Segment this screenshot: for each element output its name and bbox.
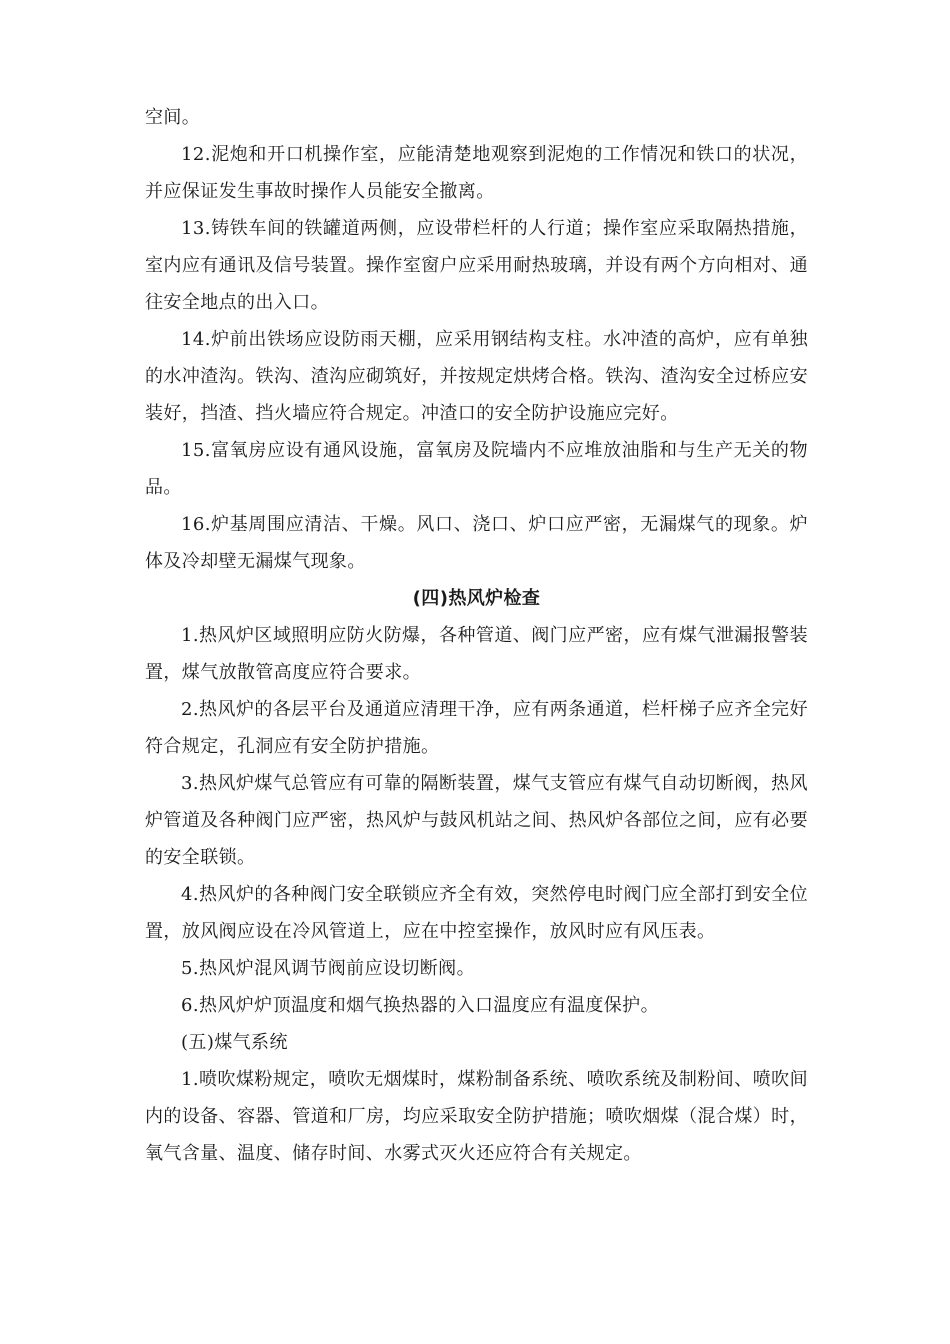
paragraph: 15.富氧房应设有通风设施，富氧房及院墙内不应堆放油脂和与生产无关的物品。: [145, 440, 808, 498]
paragraph: 5.热风炉混风调节阀前应设切断阀。: [181, 958, 475, 979]
paragraph: 4.热风炉的各种阀门安全联锁应齐全有效，突然停电时阀门应全部打到安全位置，放风阀应设在冷风管道上，应在中控室操作，放风时应有风压表。: [145, 884, 808, 942]
subsection-heading: (五)煤气系统: [181, 1032, 288, 1053]
paragraph: 12.泥炮和开口机操作室，应能清楚地观察到泥炮的工作情况和铁口的状况，并应保证发生事故时操作人员能安全撤离。: [145, 144, 808, 202]
paragraph: 空间。: [145, 107, 201, 128]
paragraph: 6.热风炉炉顶温度和烟气换热器的入口温度应有温度保护。: [181, 995, 659, 1016]
paragraph: 14.炉前出铁场应设防雨天棚，应采用钢结构支柱。水冲渣的高炉，应有单独的水冲渣沟。铁沟、渣沟应砌筑好，并按规定烘烤合格。铁沟、渣沟安全过桥应安装好，挡渣、挡火墙应符合规定。冲渣口的安全防护设施应完好。: [145, 329, 808, 424]
paragraph: 2.热风炉的各层平台及通道应清理干净，应有两条通道，栏杆梯子应齐全完好符合规定，孔洞应有安全防护措施。: [145, 699, 808, 757]
paragraph: 3.热风炉煤气总管应有可靠的隔断装置，煤气支管应有煤气自动切断阀，热风炉管道及各种阀门应严密，热风炉与鼓风机站之间、热风炉各部位之间，应有必要的安全联锁。: [145, 773, 808, 868]
paragraph: 1.热风炉区域照明应防火防爆，各种管道、阀门应严密，应有煤气泄漏报警装置，煤气放散管高度应符合要求。: [145, 625, 808, 683]
document-body: [145, 99, 808, 1172]
paragraph: 1.喷吹煤粉规定，喷吹无烟煤时，煤粉制备系统、喷吹系统及制粉间、喷吹间内的设备、容器、管道和厂房，均应采取安全防护措施；喷吹烟煤（混合煤）时，氧气含量、温度、储存时间、水雾式灭火还应符合有关规定。: [145, 1069, 808, 1164]
section-heading: (四)热风炉检查: [412, 588, 541, 609]
paragraph: 13.铸铁车间的铁罐道两侧，应设带栏杆的人行道；操作室应采取隔热措施，室内应有通讯及信号装置。操作室窗户应采用耐热玻璃，并设有两个方向相对、通往安全地点的出入口。: [145, 218, 808, 313]
paragraph: 16.炉基周围应清洁、干燥。风口、浇口、炉口应严密，无漏煤气的现象。炉体及冷却壁无漏煤气现象。: [145, 514, 808, 572]
